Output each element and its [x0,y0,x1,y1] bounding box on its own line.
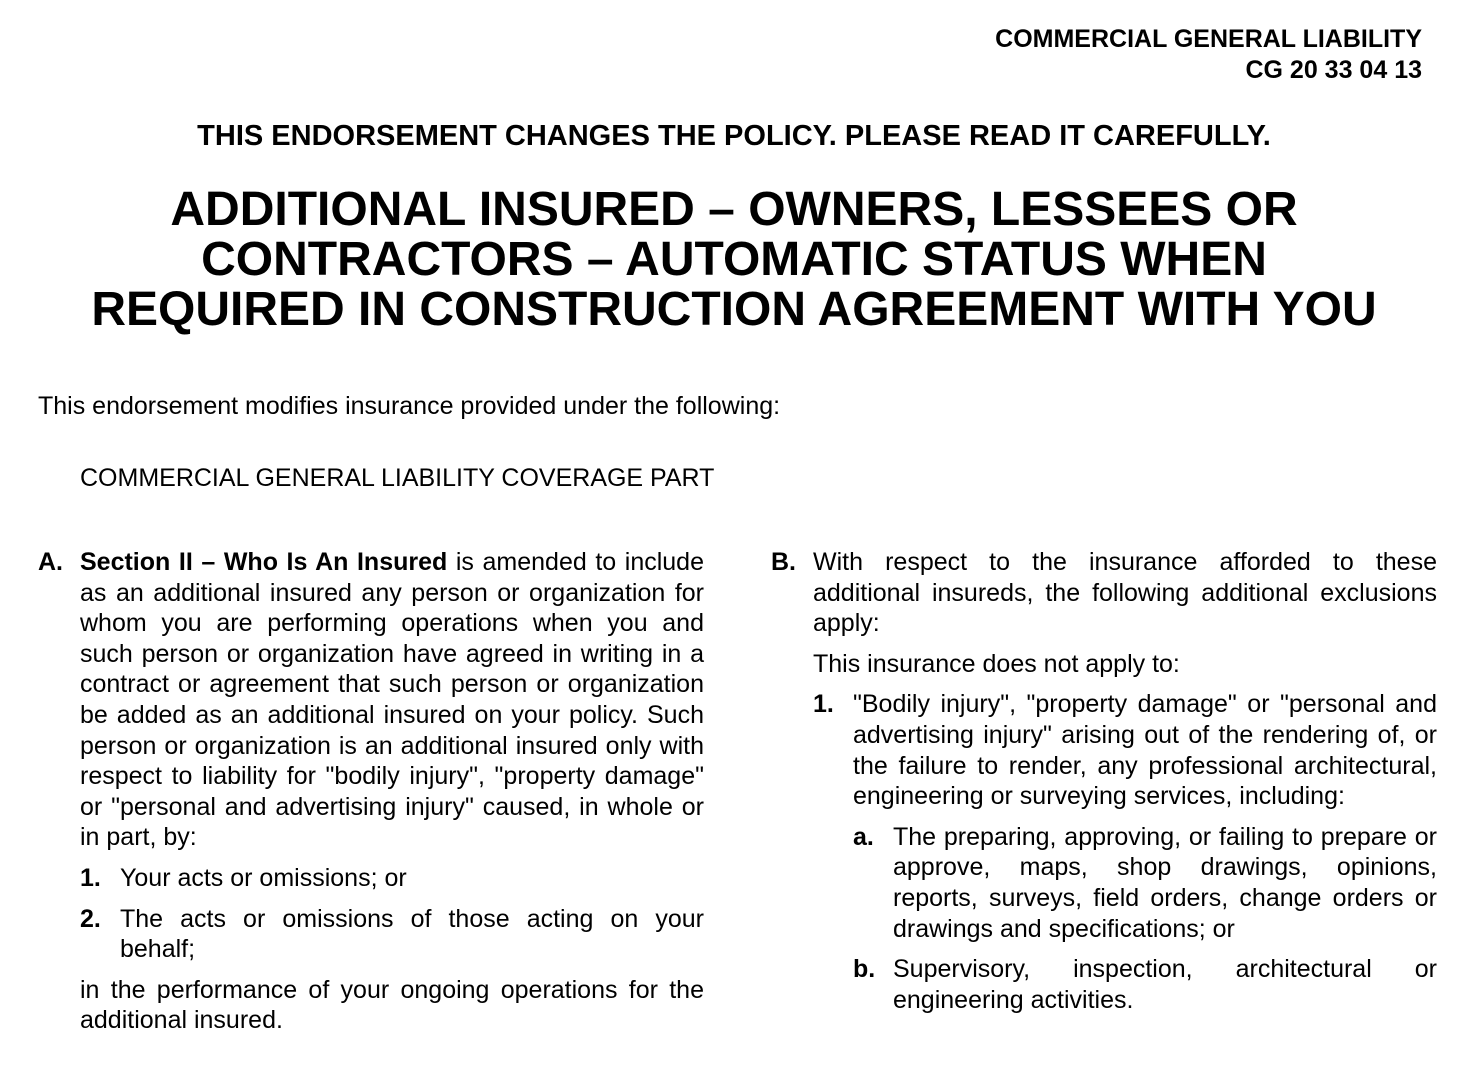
section-a-item-2-marker: 2. [80,904,101,933]
section-a-paragraph [80,547,704,853]
section-b-subitem-b [853,954,1437,1015]
title-line-2: CONTRACTORS – AUTOMATIC STATUS WHEN [201,233,1267,286]
endorsement-notice: THIS ENDORSEMENT CHANGES THE POLICY. PLEASE READ IT CAREFULLY. [197,120,1271,152]
section-b-item-1 [813,689,1437,1015]
section-a-item-2-text: The acts or omissions of those acting on your behalf; [120,904,704,964]
section-b-text: With respect to the insurance afforded to these additional insureds, the following additional exclusions apply: [813,548,1437,638]
section-a-text: is amended to include as an additional insured any person or organization for whom you are performing operations when you and such person or organization have agreed in writing in a contract or agreement that such person or organization be added as an additional insured on your policy. Such person or organization is an additional insured only with respect to liability for "bodily injury", "property damage" or "personal and advertising injury" caused, in whole or in part, by: [80,548,704,852]
section-b-item-1-marker: 1. [813,690,834,719]
section-a-item-1-marker: 1. [80,863,101,892]
section-a-marker: A. [38,548,63,576]
section-b [771,547,1437,1015]
section-a-heading: Section II – Who Is An Insured [80,548,448,576]
section-b-subitem-a-marker: a. [853,822,874,851]
section-a-body [80,547,704,1036]
section-b-marker: B. [771,548,796,576]
form-header [995,24,1422,86]
section-b-item-1-text: "Bodily injury", "property damage" or "personal and advertising injury" arising out of the rendering of, or the failure to render, any professional architectural, engineering or surveying services, including: [853,690,1437,811]
section-b-subitem-b-marker: b. [853,955,876,984]
coverage-line-label: COMMERCIAL GENERAL LIABILITY [995,25,1422,53]
section-a-closing: in the performance of your ongoing operations for the additional insured. [80,975,704,1035]
section-a-item-2 [80,904,704,965]
section-b-subtext: This insurance does not apply to: [813,649,1180,678]
title-line-3: REQUIRED IN CONSTRUCTION AGREEMENT WITH YOU [91,283,1377,336]
section-b-subitem-a [853,822,1437,944]
section-a [38,547,704,1036]
section-b-item-1-body [853,689,1437,1015]
title-line-1: ADDITIONAL INSURED – OWNERS, LESSEES OR [170,183,1298,236]
intro-text: This endorsement modifies insurance provided under the following: [38,392,781,420]
page-title [0,185,1468,335]
section-a-item-1 [80,863,704,894]
coverage-part: COMMERCIAL GENERAL LIABILITY COVERAGE PART [80,464,715,492]
section-a-item-1-text: Your acts or omissions; or [120,863,407,892]
right-column [771,547,1437,1015]
form-number: CG 20 33 04 13 [1245,56,1422,84]
section-b-body [813,547,1437,1015]
section-b-subitem-b-text: Supervisory, inspection, architectural or engineering activities. [893,955,1437,1014]
left-column [38,547,704,1036]
section-b-subitem-a-text: The preparing, approving, or failing to prepare or approve, maps, shop drawings, opinions, reports, surveys, field orders, change orders or drawings and specifications; or [893,822,1437,943]
